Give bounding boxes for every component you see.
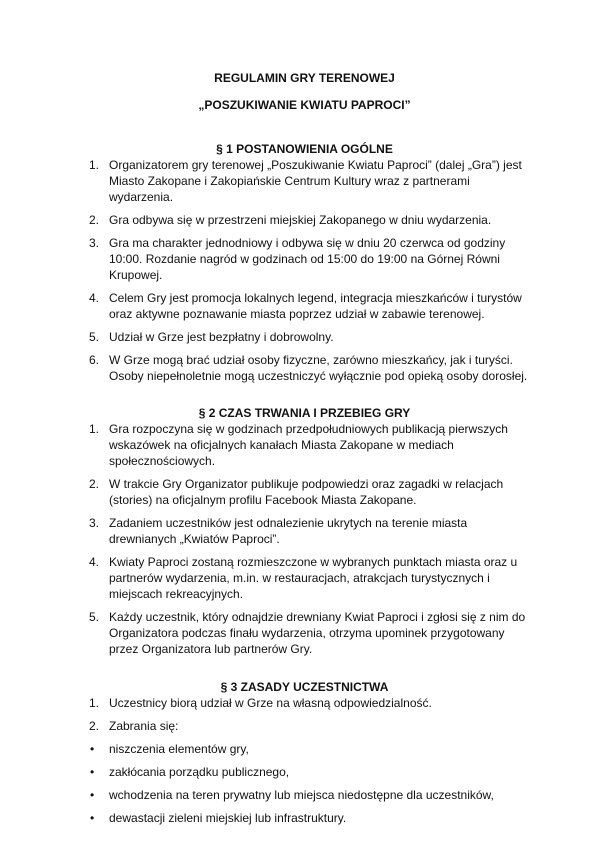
item-number: 2. xyxy=(89,477,100,491)
list-item xyxy=(89,609,528,657)
list-item xyxy=(89,235,528,283)
item-text: Kwiaty Paproci zostaną rozmieszczone w wybranych punktach miasta oraz u partnerów wydarzenia, m.in. w restauracjach, atrakcjach turystycznych i miejscach rekreacyjnych. xyxy=(109,555,518,601)
bullet-icon: • xyxy=(90,742,95,756)
item-text: Gra ma charakter jednodniowy i odbywa się w dniu 20 czerwca od godziny 10:00. Rozdanie nagród w godzinach od 15:00 do 19:00 na Górnej Równi Krupowej. xyxy=(109,236,506,282)
bullet-text: zakłócania porządku publicznego, xyxy=(109,765,290,779)
bullet-icon: • xyxy=(90,788,95,802)
item-text: Zabrania się: xyxy=(109,719,179,733)
item-text: Organizatorem gry terenowej „Poszukiwanie Kwiatu Paproci” (dalej „Gra”) jest Miasto Zakopane i Zakopiańskie Centrum Kultury wraz z partnerami wydarzenia. xyxy=(109,158,522,204)
list-item xyxy=(89,515,528,547)
bullet-text: dewastacji zieleni miejskiej lub infrastruktury. xyxy=(109,811,347,825)
item-number: 2. xyxy=(89,719,100,733)
item-text: W Grze mogą brać udział osoby fizyczne, zarówno mieszkańcy, jak i turyści. Osoby niepełnoletnie mogą uczestniczyć wyłącznie pod opieką osoby dorosłej. xyxy=(109,353,528,383)
section-2-list xyxy=(89,421,528,657)
item-text: Celem Gry jest promocja lokalnych legend, integracja mieszkańców i turystów oraz aktywne poznawanie miasta poprzez udział w zabawie terenowej. xyxy=(109,291,522,321)
list-item xyxy=(89,212,528,228)
item-number: 5. xyxy=(89,330,100,344)
item-number: 4. xyxy=(89,555,100,569)
item-number: 3. xyxy=(89,516,100,530)
bullet-item xyxy=(89,810,528,826)
item-text: Gra odbywa się w przestrzeni miejskiej Zakopanego w dniu wydarzenia. xyxy=(109,213,492,227)
section-heading-3: § 3 ZASADY UCZESTNICTWA xyxy=(220,680,389,694)
bullet-item xyxy=(89,741,528,757)
bullet-icon: • xyxy=(90,811,95,825)
bullet-item xyxy=(89,764,528,780)
item-number: 1. xyxy=(89,696,100,710)
bullet-text: wchodzenia na teren prywatny lub miejsca niedostępne dla uczestników, xyxy=(109,788,494,802)
list-item xyxy=(89,476,528,508)
list-item xyxy=(89,157,528,205)
list-item xyxy=(89,290,528,322)
list-item xyxy=(89,718,528,734)
section-1-list xyxy=(89,157,528,384)
item-text: Gra rozpoczyna się w godzinach przedpołudniowych publikacją pierwszych wskazówek na oficjalnych kanałach Miasta Zakopane w mediach społecznościowych. xyxy=(109,422,508,468)
item-text: Każdy uczestnik, który odnajdzie drewniany Kwiat Paproci i zgłosi się z nim do Organizatora podczas finału wydarzenia, otrzyma upominek przygotowany przez Organizatora lub partnerów Gry. xyxy=(109,610,526,656)
list-item xyxy=(89,554,528,602)
section-heading-2: § 2 CZAS TRWANIA I PRZEBIEG GRY xyxy=(198,406,411,420)
list-item xyxy=(89,695,528,711)
bullet-item xyxy=(89,787,528,803)
item-number: 1. xyxy=(89,422,100,436)
item-number: 6. xyxy=(89,353,100,367)
item-number: 1. xyxy=(89,158,100,172)
document-title-line2: „POSZUKIWANIE KWIATU PAPROCI” xyxy=(198,98,411,112)
item-number: 2. xyxy=(89,213,100,227)
item-text: W trakcie Gry Organizator publikuje podpowiedzi oraz zagadki w relacjach (stories) na oficjalnym profilu Facebook Miasta Zakopane. xyxy=(109,477,504,507)
section-3-list xyxy=(89,695,528,734)
list-item xyxy=(89,329,528,345)
item-text: Uczestnicy biorą udział w Grze na własną odpowiedzialność. xyxy=(109,696,432,710)
bullet-icon: • xyxy=(90,765,95,779)
list-item xyxy=(89,352,528,384)
document-title-line1: REGULAMIN GRY TERENOWEJ xyxy=(214,71,395,85)
item-text: Zadaniem uczestników jest odnalezienie ukrytych na terenie miasta drewnianych „Kwiatów Paproci”. xyxy=(109,516,468,546)
item-text: Udział w Grze jest bezpłatny i dobrowolny. xyxy=(109,330,334,344)
prohibitions-list xyxy=(89,741,528,826)
item-number: 3. xyxy=(89,236,100,250)
list-item xyxy=(89,421,528,469)
bullet-text: niszczenia elementów gry, xyxy=(109,742,249,756)
item-number: 4. xyxy=(89,291,100,305)
section-heading-1: § 1 POSTANOWIENIA OGÓLNE xyxy=(216,142,393,156)
item-number: 5. xyxy=(89,610,100,624)
